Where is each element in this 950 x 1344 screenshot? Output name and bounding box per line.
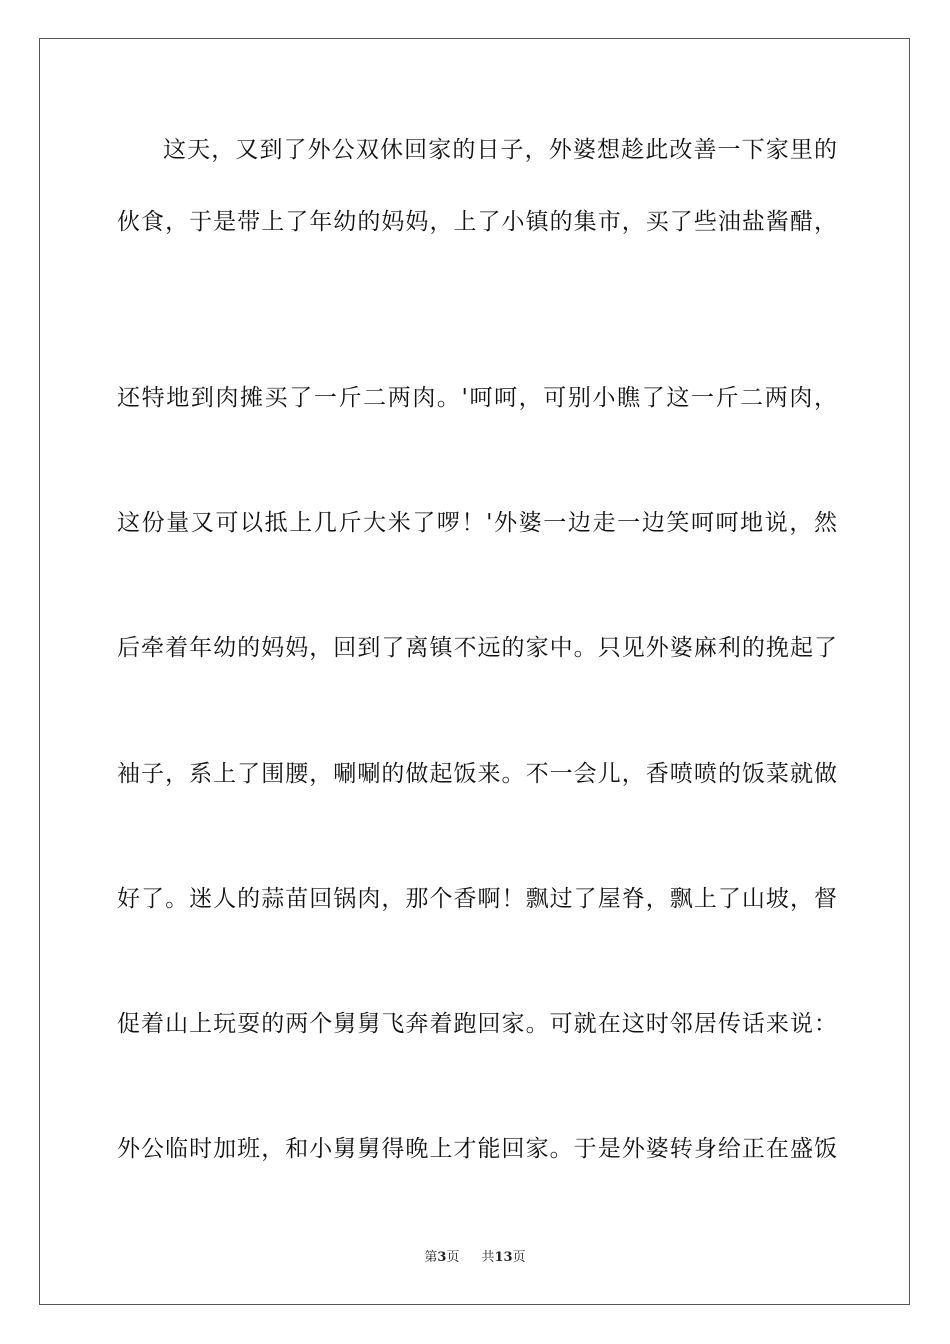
- total-unit: 页: [512, 1250, 526, 1265]
- text-line-6: 袖子，系上了围腰，唰唰的做起饭来。不一会儿，香喷喷的饭菜就做: [117, 761, 837, 787]
- page-total: 13: [494, 1250, 513, 1265]
- text-line-8: 促着山上玩耍的两个舅舅飞奔着跑回家。可就在这时邻居传话来说：: [117, 1011, 837, 1037]
- text-line-2: 伙食，于是带上了年幼的妈妈，上了小镇的集市，买了些油盐酱醋，: [117, 209, 837, 235]
- text-line-3: 还特地到肉摊买了一斤二两肉。'呵呵，可别小瞧了这一斤二两肉，: [117, 385, 837, 411]
- text-line-7: 好了。迷人的蒜苗回锅肉，那个香啊！飘过了屋脊，飘上了山坡，督: [117, 886, 837, 912]
- page-unit: 页: [446, 1250, 460, 1265]
- text-line-1: 这天，又到了外公双休回家的日子，外婆想趁此改善一下家里的: [163, 137, 837, 163]
- text-line-4: 这份量又可以抵上几斤大米了啰！'外婆一边走一边笑呵呵地说，然: [117, 510, 837, 536]
- page-footer: [0, 1246, 950, 1265]
- page-prefix: 第: [424, 1250, 438, 1265]
- total-prefix: 共: [481, 1250, 495, 1265]
- page-current: 3: [437, 1250, 447, 1265]
- text-line-9: 外公临时加班，和小舅舅得晚上才能回家。于是外婆转身给正在盛饭: [117, 1136, 837, 1162]
- text-line-5: 后牵着年幼的妈妈，回到了离镇不远的家中。只见外婆麻利的挽起了: [117, 635, 837, 661]
